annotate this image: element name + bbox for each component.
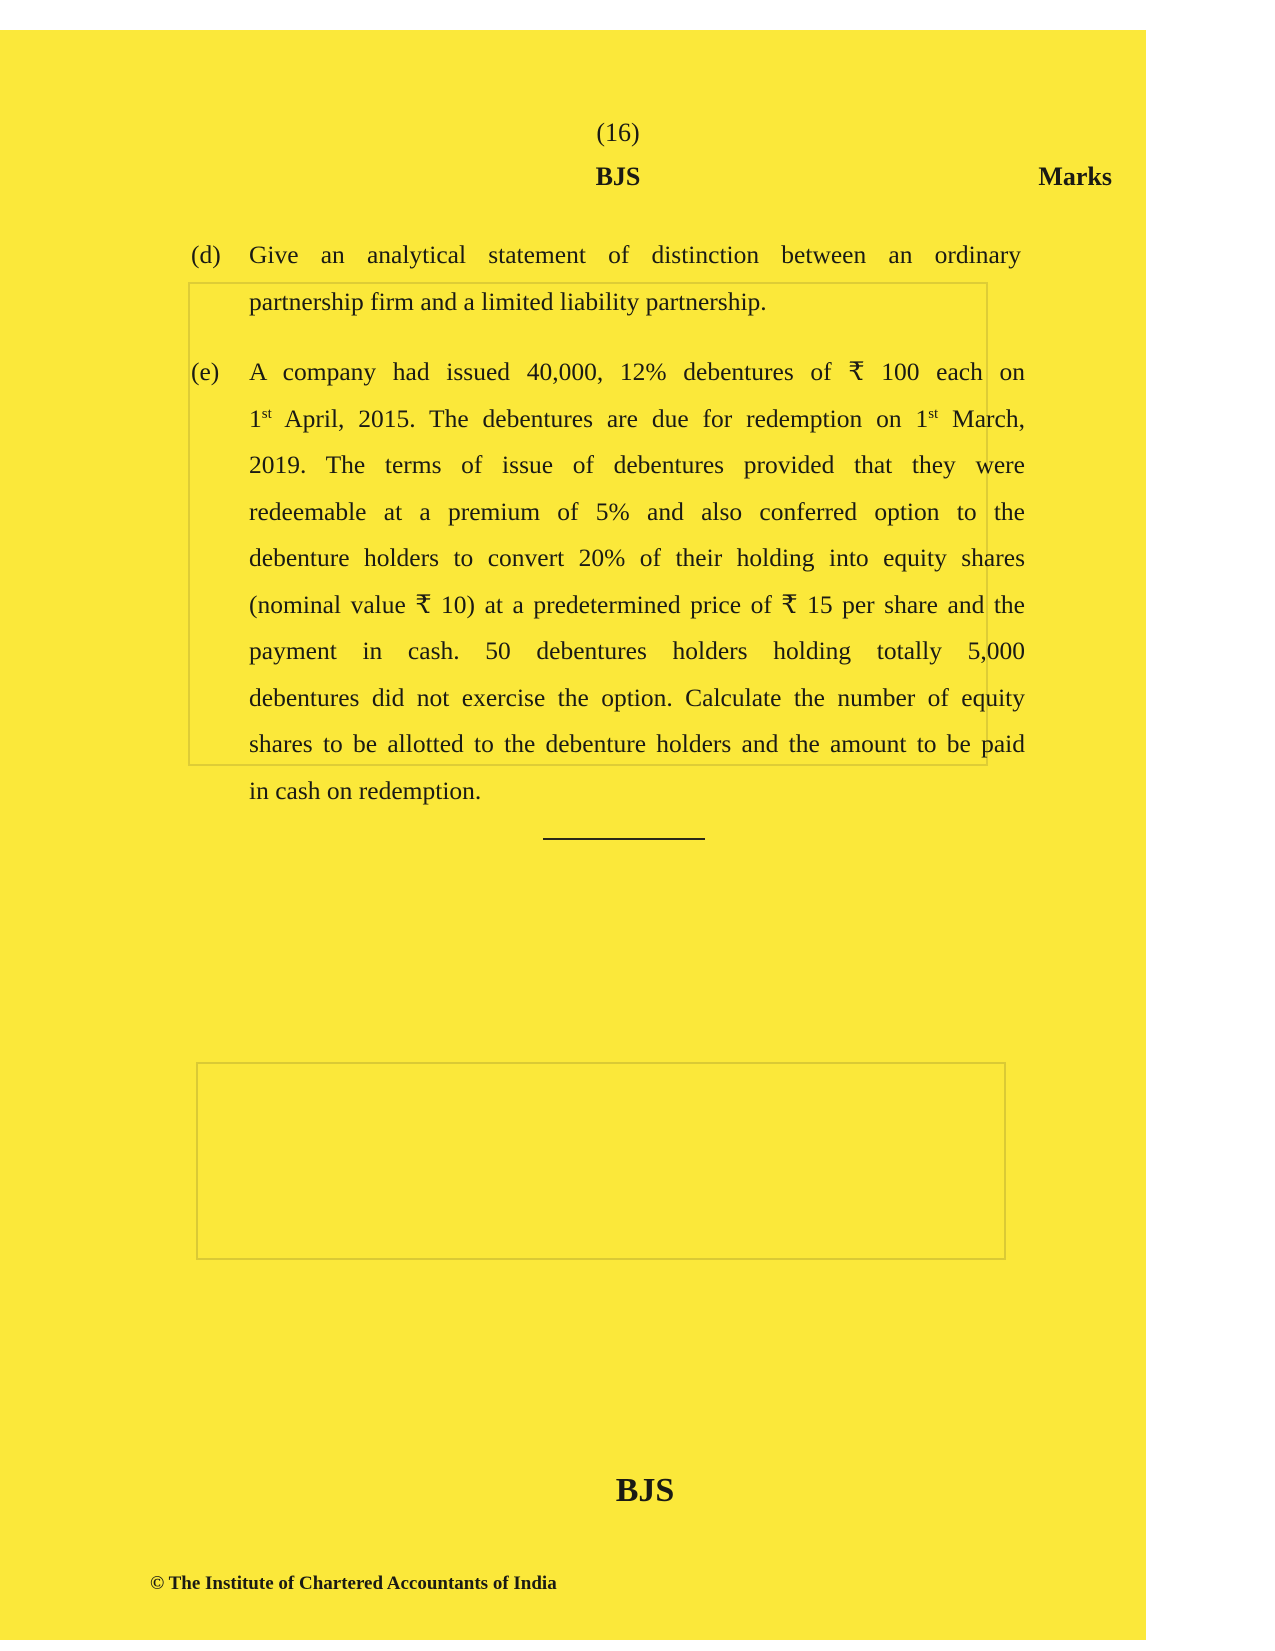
text-line: redeemable at a premium of 5% and also conferred option to the — [249, 496, 1025, 526]
exam-page — [0, 30, 1146, 1640]
section-divider — [543, 838, 705, 840]
text-line: 1st April, 2015. The debentures are due for redemption on 1st March, — [249, 403, 1025, 433]
question-text — [249, 349, 1025, 814]
text-line: 2019. The terms of issue of debentures provided that they were — [249, 450, 1025, 479]
footer-paper-code: BJS — [615, 1472, 675, 1509]
text-line: debentures did not exercise the option. Calculate the number of equity — [249, 682, 1025, 712]
question-label: (e) — [191, 357, 220, 386]
text-line: shares to be allotted to the debenture holders and the amount to be paid — [249, 729, 1025, 758]
page-number: (16) — [596, 118, 640, 147]
text-line: payment in cash. 50 debentures holders holding totally 5,000 — [249, 636, 1025, 665]
question-label: (d) — [191, 240, 221, 269]
text-line: Give an analytical statement of distinction between an ordinary — [249, 240, 1021, 269]
text-line: partnership firm and a limited liability partnership. — [249, 286, 767, 316]
show-through-table — [196, 1062, 1006, 1260]
text-line: in cash on redemption. — [249, 775, 482, 805]
text-line: A company had issued 40,000, 12% debentures of ₹ 100 each on — [249, 357, 1025, 386]
text-line: (nominal value ₹ 10) at a predetermined price of ₹ 15 per share and the — [249, 589, 1025, 619]
text-line: debenture holders to convert 20% of their holding into equity shares — [249, 543, 1025, 572]
copyright-notice: © The Institute of Chartered Accountants of India — [150, 1573, 557, 1594]
paper-code: BJS — [595, 162, 641, 191]
question-text — [249, 232, 1021, 325]
marks-heading: Marks — [1038, 162, 1112, 191]
